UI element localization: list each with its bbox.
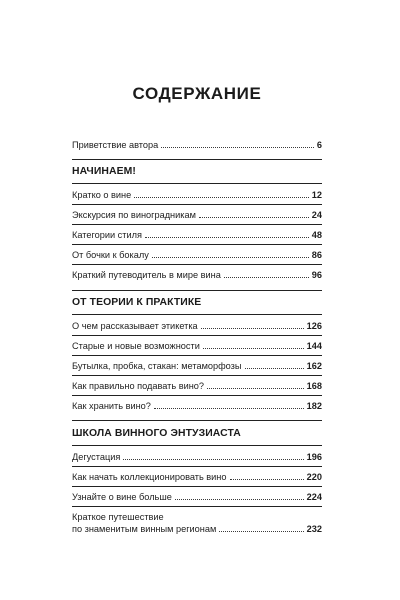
entry-divider bbox=[72, 204, 322, 205]
dot-leader bbox=[175, 499, 304, 500]
entry-divider bbox=[72, 244, 322, 245]
toc-entry-label: Экскурсия по виноградникам bbox=[72, 210, 196, 220]
entry-divider bbox=[72, 375, 322, 376]
section-divider bbox=[72, 314, 322, 315]
dot-leader bbox=[201, 328, 304, 329]
toc-entry-page: 96 bbox=[311, 270, 322, 280]
toc-entry-page: 126 bbox=[306, 321, 322, 331]
toc-entry-page: 182 bbox=[306, 401, 322, 411]
toc-entry-label: Как хранить вино? bbox=[72, 401, 151, 411]
toc-entry-label: Дегустация bbox=[72, 452, 121, 462]
dot-leader bbox=[203, 348, 304, 349]
dot-leader bbox=[219, 531, 303, 532]
toc-entry-intro[interactable] bbox=[72, 139, 322, 151]
toc-entry-label: О чем рассказывает этикетка bbox=[72, 321, 198, 331]
toc-entry-page: 12 bbox=[311, 190, 322, 200]
toc-entry[interactable] bbox=[72, 269, 322, 281]
toc-entry-page: 196 bbox=[306, 452, 322, 462]
entry-divider bbox=[72, 335, 322, 336]
section-divider bbox=[72, 159, 322, 160]
toc-entry[interactable] bbox=[72, 511, 322, 535]
toc-entry-label: От бочки к бокалу bbox=[72, 250, 149, 260]
page-title: СОДЕРЖАНИЕ bbox=[132, 84, 262, 103]
entry-divider bbox=[72, 506, 322, 507]
section-divider bbox=[72, 290, 322, 291]
dot-leader bbox=[161, 147, 314, 148]
dot-leader bbox=[207, 388, 304, 389]
toc-entry-page: 168 bbox=[306, 381, 322, 391]
toc-entry-label: Как правильно подавать вино? bbox=[72, 381, 205, 391]
toc-entry-label: Узнайте о вине больше bbox=[72, 492, 172, 502]
toc-entry-page: 24 bbox=[311, 210, 322, 220]
toc-entry-label: Кратко о вине bbox=[72, 190, 132, 200]
toc-entry[interactable] bbox=[72, 229, 322, 241]
dot-leader bbox=[199, 217, 309, 218]
entry-divider bbox=[72, 224, 322, 225]
section-heading: НАЧИНАЕМ! bbox=[72, 166, 136, 177]
toc-entry-label: Старые и новые возможности bbox=[72, 341, 200, 351]
toc-entry[interactable] bbox=[72, 320, 322, 332]
toc-entry-page: 162 bbox=[306, 361, 322, 371]
dot-leader bbox=[245, 368, 304, 369]
toc-entry-label: Как начать коллекционировать вино bbox=[72, 472, 227, 482]
toc-entry[interactable] bbox=[72, 491, 322, 503]
toc-entry-label: Категории стиля bbox=[72, 230, 142, 240]
toc-entry[interactable] bbox=[72, 189, 322, 201]
toc-entry[interactable] bbox=[72, 360, 322, 372]
toc-entry[interactable] bbox=[72, 380, 322, 392]
toc-entry-page: 6 bbox=[316, 140, 322, 150]
toc-entry-page: 224 bbox=[306, 492, 322, 502]
toc-entry-label-line1: Краткое путешествие bbox=[72, 512, 164, 522]
toc-entry[interactable] bbox=[72, 451, 322, 463]
toc-entry-page: 232 bbox=[306, 524, 322, 534]
section-heading: ШКОЛА ВИННОГО ЭНТУЗИАСТА bbox=[72, 428, 241, 439]
toc-entry-label: Бутылка, пробка, стакан: метаморфозы bbox=[72, 361, 242, 371]
toc-entry-page: 86 bbox=[311, 250, 322, 260]
toc-entry[interactable] bbox=[72, 400, 322, 412]
toc-entry-label: Краткий путеводитель в мире вина bbox=[72, 270, 221, 280]
toc-entry-page: 48 bbox=[311, 230, 322, 240]
toc-entry-page: 144 bbox=[306, 341, 322, 351]
dot-leader bbox=[224, 277, 309, 278]
dot-leader bbox=[134, 197, 309, 198]
toc-entry-label: по знаменитым винным регионам bbox=[72, 524, 217, 534]
section-heading: ОТ ТЕОРИИ К ПРАКТИКЕ bbox=[72, 297, 202, 308]
entry-divider bbox=[72, 355, 322, 356]
dot-leader bbox=[145, 237, 309, 238]
toc-entry-page: 220 bbox=[306, 472, 322, 482]
dot-leader bbox=[230, 479, 304, 480]
dot-leader bbox=[123, 459, 303, 460]
toc-entry[interactable] bbox=[72, 249, 322, 261]
entry-divider bbox=[72, 466, 322, 467]
toc-entry[interactable] bbox=[72, 471, 322, 483]
section-divider bbox=[72, 183, 322, 184]
toc-entry[interactable] bbox=[72, 209, 322, 221]
toc-entry-label: Приветствие автора bbox=[72, 140, 159, 150]
entry-divider bbox=[72, 264, 322, 265]
section-divider bbox=[72, 420, 322, 421]
dot-leader bbox=[154, 408, 304, 409]
dot-leader bbox=[152, 257, 309, 258]
entry-divider bbox=[72, 395, 322, 396]
section-divider bbox=[72, 445, 322, 446]
entry-divider bbox=[72, 486, 322, 487]
toc-entry[interactable] bbox=[72, 340, 322, 352]
